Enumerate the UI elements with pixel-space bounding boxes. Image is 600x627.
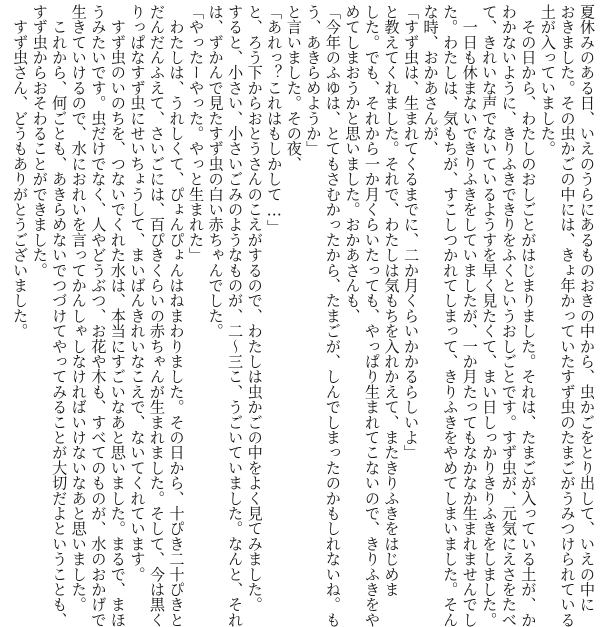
text-column-11: と教えてくれました。それで、わたしは気もちを入れかえて、またきりふきをはじめま <box>382 4 401 597</box>
text-column-2: おきました。その虫かごの中には、きょ年かっていたすず虫のたまごがうみつけられている <box>558 4 577 627</box>
text-column-22: わたしは、うれしくて、ぴょんぴょんはねまわりました。その日から、十ぴき二十ぴきと <box>167 4 186 627</box>
text-column-3: 土が入っていました。 <box>538 4 557 156</box>
text-column-26: うみたいです。虫だけでなく、人やどうぶつ、お花や木も、すべてのものが、水のおかげで <box>89 4 108 627</box>
text-column-9: な時、おかあさんが、 <box>421 4 440 156</box>
text-column-19: すると、小さい、小さいごみのようなものが、二～三こ、うごいていました。なんと、それ <box>226 4 245 627</box>
text-column-28: これから、何ごとも、あきらめないでつづけてやってみることが大切だよということも、 <box>50 4 69 627</box>
vertical-text-body <box>10 4 596 627</box>
text-column-29: すず虫からおそわることができました。 <box>30 4 49 278</box>
text-column-20: は、ずかんで見たすず虫の白い赤ちゃんでした。 <box>206 4 225 339</box>
text-column-21: 「やったーやった。やっと生まれた」 <box>187 4 206 263</box>
text-column-30: すず虫さん、どうもありがとうございました。 <box>11 4 30 339</box>
text-column-18: と、ろう下からおとうさんのこえがするので、わたしは虫かごの中をよく見てみました。 <box>245 4 264 612</box>
text-column-12: した。でも、それから一か月くらいたっても、やっぱり生まれてこないので、きりふきをや <box>362 4 381 627</box>
text-column-17: 「あれっ？これはもしかして…」 <box>265 4 284 235</box>
text-column-1: 夏休みのある日、いえのうらにあるものおきの中から、虫かごをとり出して、いえの中に <box>578 4 596 612</box>
text-column-7: 一日も休まないできりふきをしていましたが、一か月たってもなかなか生まれませんでし <box>460 4 479 627</box>
text-column-27: 生きていけるので、水におれいを言ってかんしゃしなければいけないなあと思いました。 <box>69 4 88 612</box>
text-column-13: めてしまおうかと思いました。おかあさんも、 <box>343 4 362 324</box>
text-column-8: た。わたしは、気もちが、すこしつかれてしまって、きりふきをやめてしまいました。そん <box>441 4 460 627</box>
text-column-10: 「すず虫は、生まれてくるまでに、二か月くらいかかるらしいよ」 <box>402 4 421 460</box>
text-column-6: て、きれいな声でないているようすを早く見たくて、まい日しっかりきりふきをしました。 <box>480 4 499 627</box>
text-column-24: りっぱなすず虫にせいちょうして、まいばんきれいなこえで、ないてくれています。 <box>128 4 147 582</box>
text-column-14: 「今年のふゆは、とてもさむかったから、たまごが、しんでしまったのかもしれないね。も <box>323 4 342 627</box>
text-column-25: すず虫のいのちを、つないでくれた水は、本当にすごいなあと思いました。まるで、まほ <box>108 4 127 627</box>
text-column-16: と言いました。その夜、 <box>284 4 303 172</box>
text-column-5: わかないように、きりふきできりをふくというおしごとです。すず虫が、元気にえさをたべ <box>499 4 518 627</box>
text-column-23: だんだんふえて、さいごには、百ぴきくらいの赤ちゃんが生まれました。そして、今は黒く <box>147 4 166 627</box>
text-column-15: う、あきらめようか」 <box>304 4 323 156</box>
text-column-4: その日から、わたしのおしごとがはじまりました。それは、たまごが入っている土が、か <box>519 4 538 627</box>
